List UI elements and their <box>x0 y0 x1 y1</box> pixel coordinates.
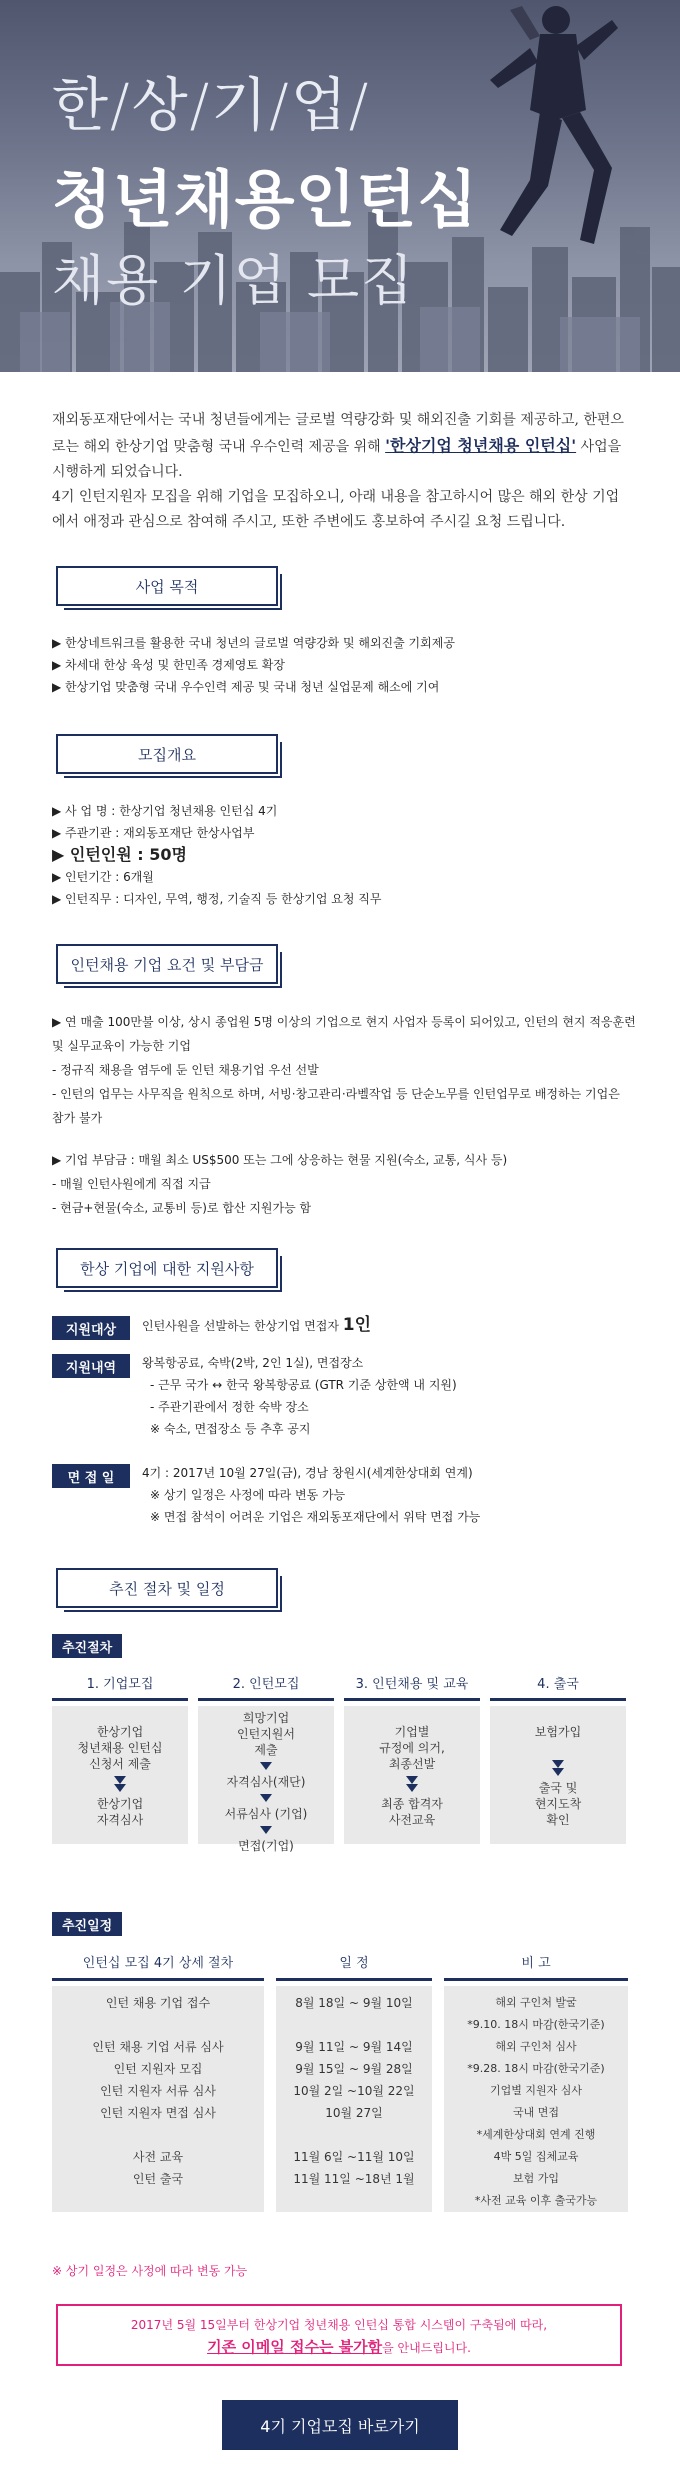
schedule-header: 일 정 <box>276 1950 432 1981</box>
schedule-cell: 인턴 채용 기업 서류 심사 <box>92 2040 224 2054</box>
list-item: ▶ 사 업 명 : 한상기업 청년채용 인턴십 4기 <box>52 804 278 818</box>
step-text: 제출 <box>254 1743 278 1757</box>
section-title-support: 한상 기업에 대한 지원사항 <box>56 1248 278 1288</box>
notice-box <box>56 2304 622 2366</box>
down-arrow-icon <box>260 1826 272 1834</box>
step-text: 기업별 <box>394 1725 430 1739</box>
step-text: 서류심사 (기업) <box>224 1807 308 1821</box>
schedule-cell <box>52 2014 264 2036</box>
step-text: 현지도착 <box>534 1797 582 1811</box>
process-step-title: 2. 인턴모집 <box>198 1672 334 1701</box>
support-content-line: - 주관기관에서 정한 숙박 장소 <box>150 1400 309 1414</box>
process-step-body <box>52 1706 188 1844</box>
program-name-highlight: '한상기업 청년채용 인턴십' <box>385 436 577 455</box>
process-step-1 <box>52 1672 188 1852</box>
process-step-title: 1. 기업모집 <box>52 1672 188 1701</box>
schedule-cell: 9월 11일 ~ 9월 14일 <box>295 2040 413 2054</box>
process-step-3 <box>344 1672 480 1852</box>
section-title-process: 추진 절차 및 일정 <box>56 1568 278 1608</box>
process-tag: 추진절차 <box>52 1634 122 1658</box>
list-spacer <box>52 1130 636 1148</box>
list-item: - 정규직 채용을 염두에 둔 인턴 채용기업 우선 선발 <box>52 1063 319 1077</box>
schedule-cell: 보험 가입 <box>512 2172 559 2185</box>
step-text: 보험가입 <box>534 1725 582 1739</box>
list-item: ▶ 인턴직무 : 디자인, 무역, 행정, 기술직 등 한상기업 요청 직무 <box>52 892 382 906</box>
step-text: 규정에 의거, <box>379 1741 445 1755</box>
schedule-header: 비 고 <box>444 1950 628 1981</box>
schedule-col-dates <box>276 1950 432 2186</box>
support-content-line: - 근무 국가 ↔ 한국 왕복항공료 (GTR 기준 상한액 내 지원) <box>150 1378 457 1392</box>
schedule-dates-list <box>276 1986 432 2212</box>
step-text: 사전교육 <box>388 1813 436 1827</box>
hero-title-line3: 채용 기업 모집 <box>52 249 416 312</box>
schedule-cell <box>52 2124 264 2146</box>
list-item: ▶ 차세대 한상 육성 및 한민족 경제영토 확장 <box>52 658 285 672</box>
down-arrow-icon <box>114 1784 126 1792</box>
apply-button[interactable]: 4기 기업모집 바로가기 <box>222 2400 458 2450</box>
notice-line-1: 2017년 5월 15일부터 한상기업 청년채용 인턴십 통합 시스템이 구축됨에 따라, <box>130 2318 548 2332</box>
schedule-remarks-list <box>444 1986 628 2212</box>
support-date-line: 4기 : 2017년 10월 27일(금), 경남 창원시(세계한상대회 연계) <box>142 1466 473 1480</box>
process-step-4 <box>490 1672 626 1852</box>
step-text: 출국 및 <box>538 1781 578 1795</box>
schedule-cell: 기업별 지원자 심사 <box>489 2084 582 2097</box>
schedule-cell: *사전 교육 이후 출국가능 <box>474 2194 598 2207</box>
process-step-title: 3. 인턴채용 및 교육 <box>344 1672 480 1701</box>
requirements-list <box>52 1010 636 1220</box>
schedule-col-remarks <box>444 1950 628 2207</box>
schedule-cell <box>276 2014 432 2036</box>
down-arrow-icon <box>406 1784 418 1792</box>
process-step-title: 4. 출국 <box>490 1672 626 1701</box>
support-date-line: ※ 면접 참석이 어려운 기업은 재외동포재단에서 위탁 면접 가능 <box>150 1510 481 1524</box>
section-title-overview: 모집개요 <box>56 734 278 774</box>
schedule-header: 인턴십 모집 4기 상세 절차 <box>52 1950 264 1981</box>
support-content-line: 왕복항공료, 숙박(2박, 2인 1실), 면접장소 <box>142 1356 364 1370</box>
schedule-cell: 11월 6일 ~11월 10일 <box>293 2150 415 2164</box>
process-step-body <box>198 1706 334 1853</box>
support-target-text <box>142 1314 371 1337</box>
list-item: ▶ 연 매출 100만불 이상, 상시 종업원 5명 이상의 기업으로 현지 사업자 등록이 되어있고, 인턴의 현지 적응훈련 <box>52 1015 636 1029</box>
intro-p1-text: 재외동포재단에서는 국내 청년들에게는 글로벌 역량강화 및 해외진출 기회를 제공하고, 한편으로는 해외 한상기업 맞춤형 국내 우수인력 제공을 위해 <box>52 412 624 455</box>
schedule-cell: 해외 구인처 심사 <box>495 2040 577 2053</box>
down-arrow-icon <box>406 1776 418 1784</box>
hero-banner <box>0 0 680 372</box>
intro-text <box>52 408 632 535</box>
schedule-cell: 해외 구인처 발굴 <box>495 1996 577 2009</box>
step-text: 청년채용 인턴십 <box>77 1741 163 1755</box>
notice-line-2-after: 을 안내드립니다. <box>382 2341 471 2355</box>
schedule-cell: *세계한상대회 연계 진행 <box>476 2128 596 2141</box>
list-item: ▶ 주관기관 : 재외동포재단 한상사업부 <box>52 826 255 840</box>
list-item: ▶ 인턴기간 : 6개월 <box>52 870 154 884</box>
schedule-cell <box>276 2124 432 2146</box>
schedule-cell: 인턴 출국 <box>132 2172 184 2186</box>
schedule-tag: 추진일정 <box>52 1912 122 1936</box>
intro-paragraph-2: 4기 인턴지원자 모집을 위해 기업을 모집하오니, 아래 내용을 참고하시어 많은 해외 한상 기업에서 애정과 관심으로 참여해 주시고, 또한 주변에도 홍보하여 주시길 요청 드립니다. <box>52 489 620 530</box>
list-item: 참가 불가 <box>52 1111 103 1125</box>
schedule-cell: *9.10. 18시 마감(한국기준) <box>467 2018 605 2031</box>
process-step-body <box>490 1706 626 1844</box>
schedule-cell: 국내 면접 <box>512 2106 559 2119</box>
list-item: - 매월 인턴사원에게 직접 지급 <box>52 1177 211 1191</box>
step-text: 최종 합격자 <box>381 1797 443 1811</box>
list-item: - 현금+현물(숙소, 교통비 등)로 합산 지원가능 함 <box>52 1201 312 1215</box>
down-arrow-icon <box>260 1794 272 1802</box>
support-target-desc: 인턴사원을 선발하는 한상기업 면접자 <box>142 1319 343 1333</box>
list-item: ▶ 한상기업 맞춤형 국내 우수인력 제공 및 국내 청년 실업문제 해소에 기여 <box>52 680 440 694</box>
intro-paragraph-1 <box>52 408 632 485</box>
schedule-cell: 인턴 지원자 서류 심사 <box>100 2084 216 2098</box>
down-arrow-icon <box>552 1768 564 1776</box>
down-arrow-icon <box>114 1776 126 1784</box>
hero-title-line2: 청년채용인턴십 <box>52 163 479 236</box>
schedule-cell: *9.28. 18시 마감(한국기준) <box>467 2062 605 2075</box>
schedule-cell: 인턴 지원자 모집 <box>113 2062 203 2076</box>
support-date-line: ※ 상기 일정은 사정에 따라 변동 가능 <box>150 1488 346 1502</box>
schedule-cell: 인턴 채용 기업 접수 <box>105 1996 211 2010</box>
schedule-cell: 4박 5일 집체교육 <box>493 2150 579 2163</box>
step-text: 신청서 제출 <box>89 1757 151 1771</box>
schedule-cell: 8월 18일 ~ 9월 10일 <box>295 1996 413 2010</box>
support-content-text <box>142 1352 457 1440</box>
down-arrow-icon <box>260 1762 272 1770</box>
section-title-purpose: 사업 목적 <box>56 566 278 606</box>
intro-p1-after: 사업을 시행하게 되었습니다. <box>52 439 622 480</box>
process-step-body <box>344 1706 480 1844</box>
support-target-label: 지원대상 <box>52 1316 130 1340</box>
down-arrow-icon <box>552 1760 564 1768</box>
schedule-cell: 사전 교육 <box>132 2150 184 2164</box>
schedule-cell: 10월 2일 ~10월 22일 <box>293 2084 415 2098</box>
step-text: 확인 <box>546 1813 570 1827</box>
schedule-col-steps <box>52 1950 264 2186</box>
purpose-list <box>52 632 455 698</box>
list-item-headcount: ▶ 인턴인원 : 50명 <box>52 845 187 864</box>
schedule-cell: 9월 15일 ~ 9월 28일 <box>295 2062 413 2076</box>
hero-title-line1: 한/상/기/업/ <box>52 71 371 139</box>
schedule-cell: 인턴 지원자 면접 심사 <box>100 2106 216 2120</box>
step-text: 인턴지원서 <box>237 1727 295 1741</box>
schedule-note: ※ 상기 일정은 사정에 따라 변동 가능 <box>52 2264 248 2278</box>
notice-line-2 <box>58 2336 620 2359</box>
notice-strong: 기존 이메일 접수는 불가함 <box>207 2338 383 2356</box>
list-item: ▶ 한상네트워크를 활용한 국내 청년의 글로벌 역량강화 및 해외진출 기회제공 <box>52 636 455 650</box>
step-text: 최종선발 <box>388 1757 436 1771</box>
list-item: ▶ 기업 부담금 : 매월 최소 US$500 또는 그에 상응하는 현물 지원(숙소, 교통, 식사 등) <box>52 1153 508 1167</box>
schedule-cell: 11월 11일 ~18년 1월 <box>293 2172 415 2186</box>
step-text: 한상기업 <box>96 1797 144 1811</box>
support-content-line: ※ 숙소, 면접장소 등 추후 공지 <box>150 1422 311 1436</box>
step-text: 한상기업 <box>96 1725 144 1739</box>
step-text: 희망기업 <box>242 1711 290 1725</box>
support-date-text <box>142 1462 480 1528</box>
step-text: 자격심사(재단) <box>226 1775 306 1789</box>
process-step-2 <box>198 1672 334 1852</box>
step-text: 자격심사 <box>96 1813 144 1827</box>
section-title-requirements: 인턴채용 기업 요건 및 부담금 <box>56 944 278 984</box>
support-target-count: 1인 <box>342 1315 371 1335</box>
step-text: 면접(기업) <box>238 1839 294 1853</box>
support-date-label: 면 접 일 <box>52 1464 130 1488</box>
overview-list <box>52 800 381 910</box>
list-item: - 인턴의 업무는 사무직을 원칙으로 하며, 서빙·창고관리·라벨작업 등 단순노무를 인턴업무로 배정하는 기업은 <box>52 1087 620 1101</box>
schedule-steps-list <box>52 1986 264 2212</box>
support-content-label: 지원내역 <box>52 1354 130 1378</box>
schedule-cell: 10월 27일 <box>325 2106 383 2120</box>
list-item: 및 실무교육이 가능한 기업 <box>52 1039 191 1053</box>
